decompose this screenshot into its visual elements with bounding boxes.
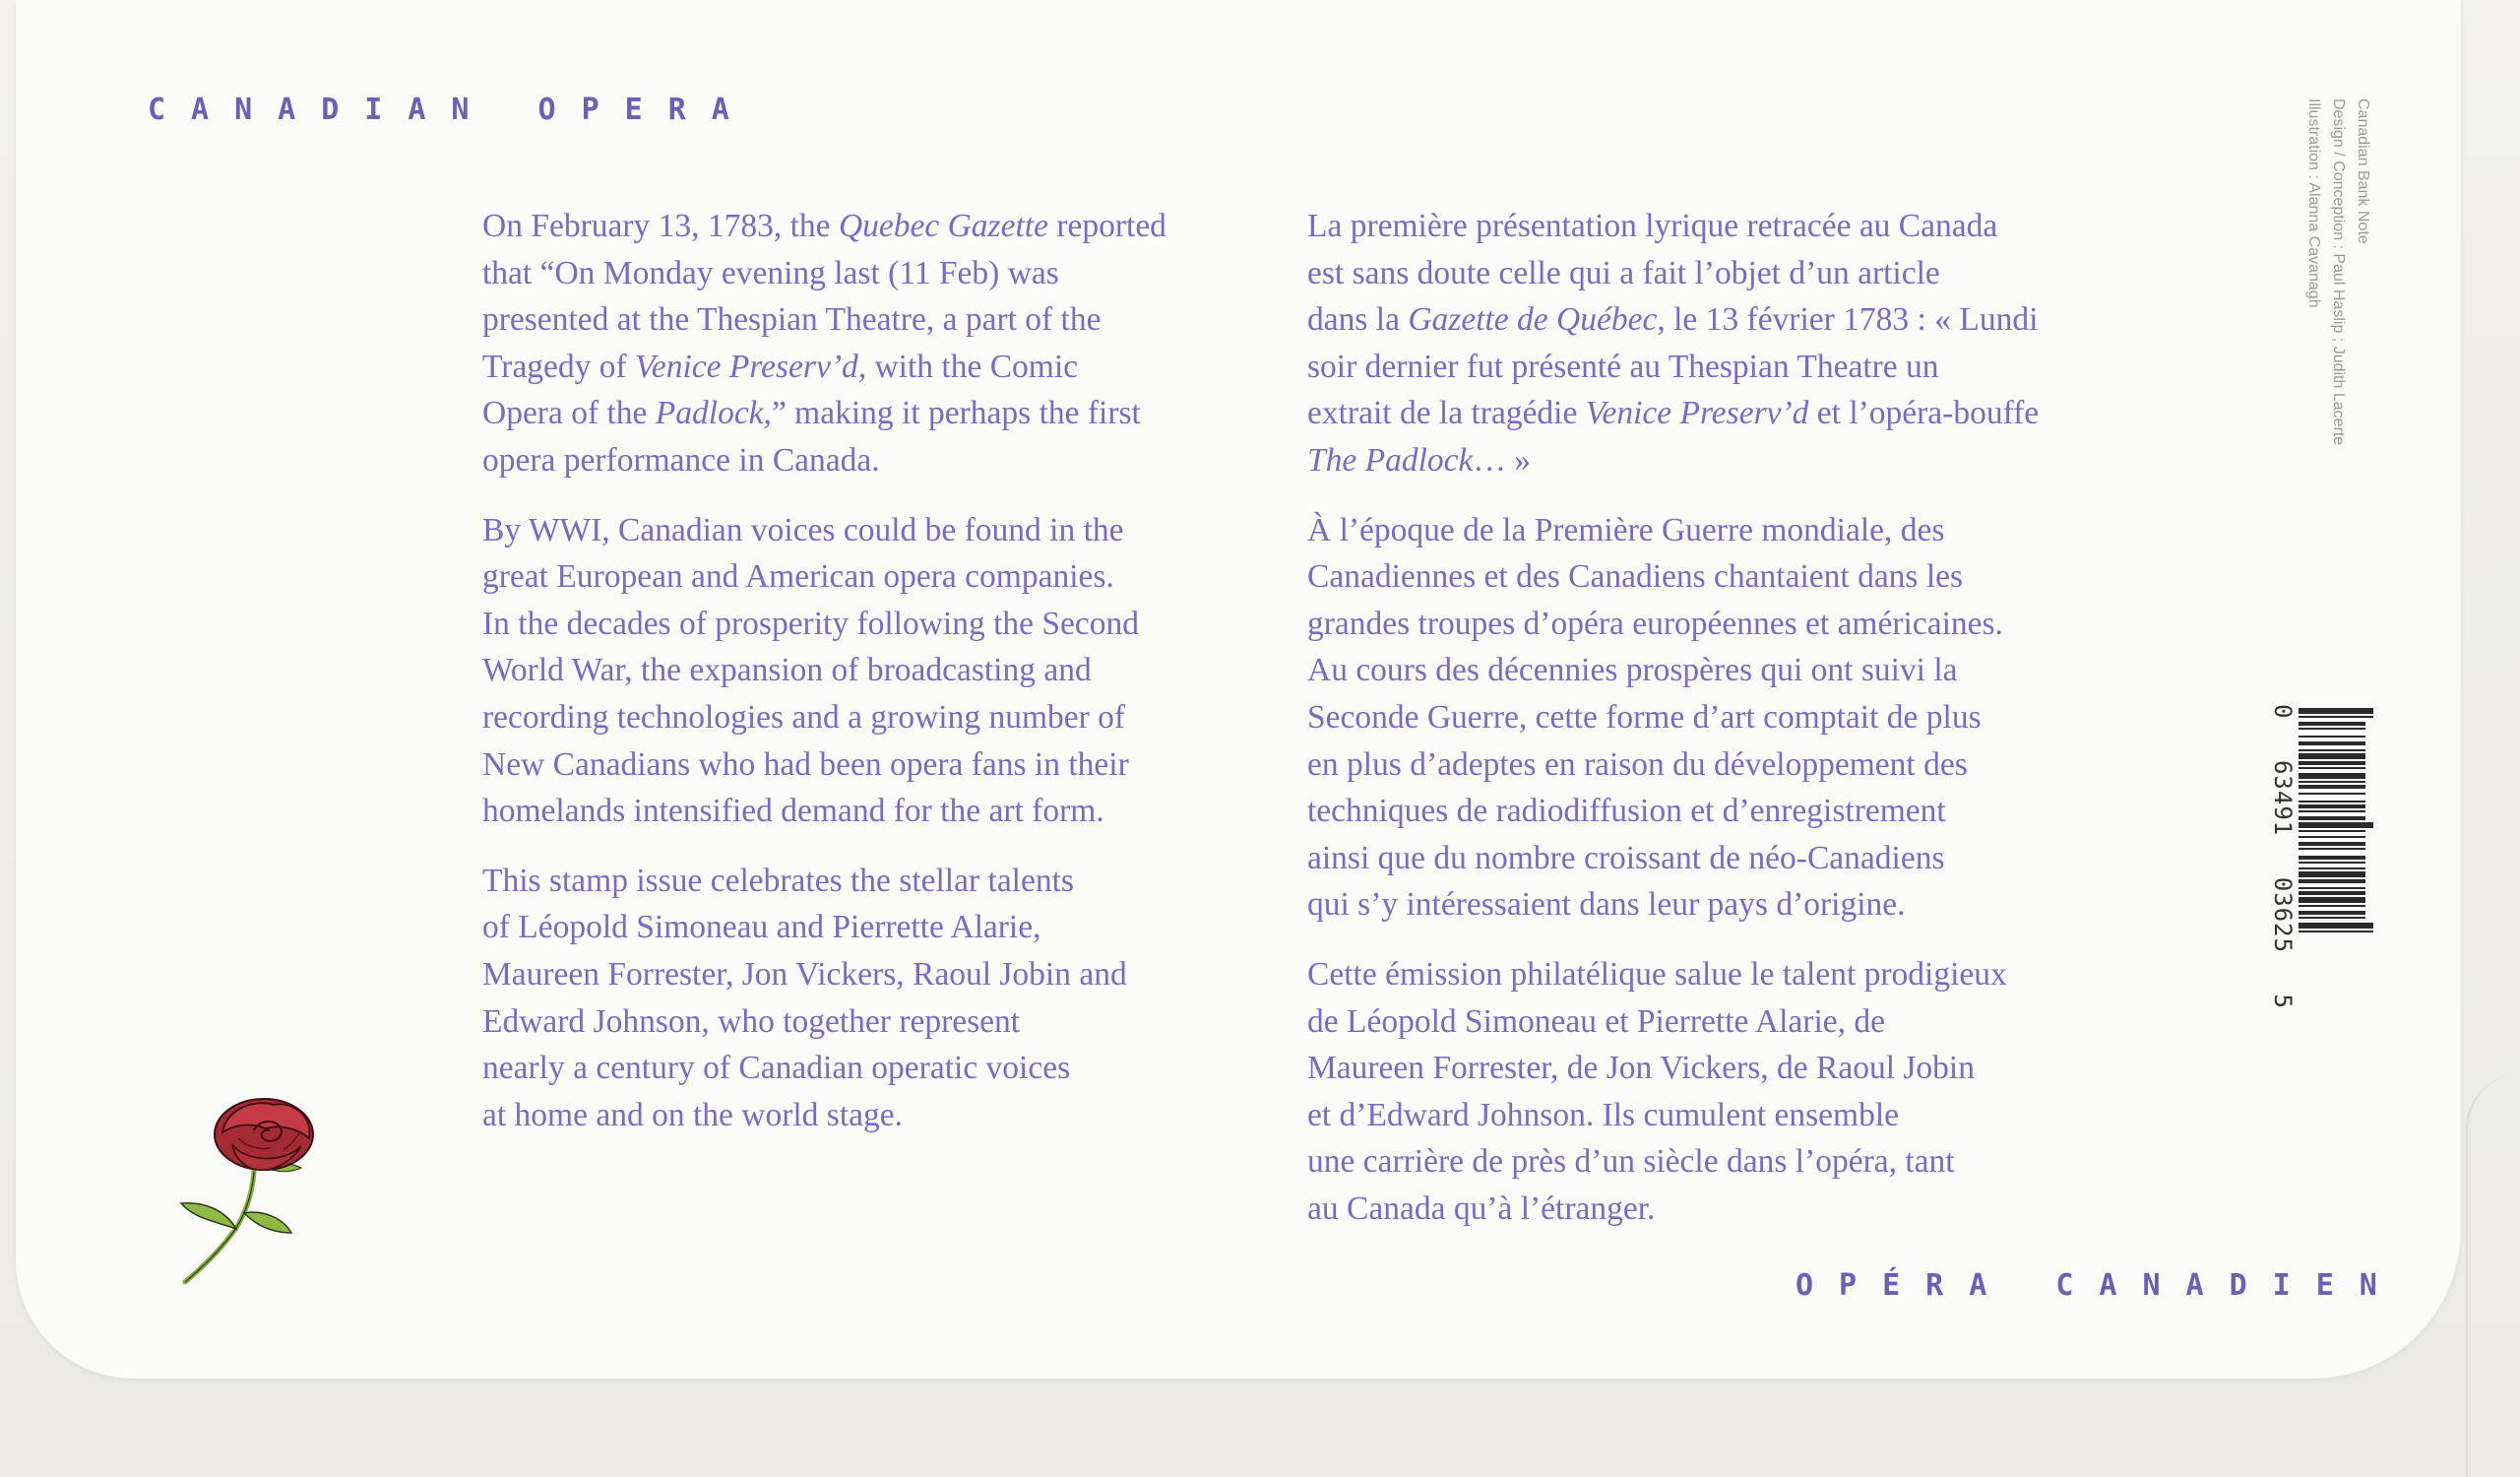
english-paragraph — [482, 858, 1260, 1139]
english-text-line — [482, 507, 1260, 554]
barcode-bar — [2299, 879, 2365, 883]
barcode-bar — [2299, 816, 2365, 820]
barcode-bar — [2299, 842, 2365, 846]
body-text: Edward Johnson, who together represent — [482, 1002, 1021, 1040]
rose-illustration-icon — [175, 1093, 352, 1290]
body-text: New Canadians who had been opera fans in their — [482, 745, 1129, 783]
body-text: at home and on the world stage. — [482, 1096, 904, 1133]
french-text-line — [1307, 835, 2095, 882]
french-paragraph — [1307, 507, 2095, 929]
printing-credits — [2287, 98, 2375, 532]
english-text-line — [482, 788, 1260, 835]
italic-title-text: Quebec Gazette — [838, 208, 1048, 244]
body-text: une carrière de près d’un siècle dans l’opéra, tant — [1307, 1143, 1955, 1181]
body-text: Canadiennes et des Canadiens chantaient dans les — [1307, 558, 1964, 596]
barcode-bar — [2299, 871, 2365, 877]
italic-title-text: Venice Preserv’d — [1585, 395, 1809, 432]
barcode-bar — [2299, 848, 2365, 850]
body-text: soir dernier fut présenté au Thespian Theatre un — [1307, 348, 1939, 385]
body-text: est sans doute celle qui a fait l’objet d’un article — [1307, 254, 1940, 291]
rose-stem — [185, 1172, 254, 1282]
body-text: techniques de radiodiffusion et d’enregistrement — [1307, 793, 1946, 830]
body-text: ” making it perhaps the first — [771, 395, 1141, 432]
barcode-bar — [2299, 781, 2365, 783]
french-text-line — [1307, 951, 2095, 998]
french-text-line — [1307, 998, 2095, 1046]
french-text-line — [1307, 250, 2095, 297]
english-text-line — [482, 951, 1260, 998]
barcode-bar — [2299, 836, 2365, 838]
french-text-line — [1307, 203, 2095, 250]
barcode-bar — [2299, 905, 2365, 907]
rose-stem-outline — [185, 1172, 254, 1282]
french-text-line — [1307, 1092, 2095, 1139]
barcode-bar — [2299, 801, 2365, 803]
body-text: et d’Edward Johnson. Ils cumulent ensemble — [1307, 1096, 1900, 1133]
barcode — [2269, 704, 2377, 1009]
body-text: In the decades of prosperity following the Second — [482, 605, 1140, 642]
french-text-line — [1307, 296, 2095, 344]
french-text-column — [1307, 203, 2095, 1254]
rose-leaf-right — [244, 1212, 291, 1233]
body-text: Tragedy of — [482, 348, 636, 385]
body-text: … » — [1473, 441, 1532, 479]
barcode-bar — [2299, 741, 2365, 745]
body-text: qui s’y intéressaient dans leur pays d’origine. — [1307, 886, 1906, 924]
barcode-digit-group: 0 — [2269, 704, 2297, 720]
body-text: great European and American opera companies. — [482, 558, 1114, 596]
barcode-bar — [2299, 931, 2373, 932]
body-text: reported — [1047, 208, 1166, 244]
body-text: au Canada qu’à l’étranger. — [1307, 1189, 1656, 1227]
body-text: dans la — [1307, 301, 1409, 339]
french-text-line — [1307, 601, 2095, 648]
body-text: opera performance in Canada. — [482, 441, 880, 479]
barcode-bar — [2299, 749, 2365, 751]
body-text: ainsi que du nombre croissant de néo-Canadiens — [1307, 839, 1945, 876]
rose-leaf-left — [181, 1203, 236, 1229]
body-text: , le 13 février 1783 : « Lundi — [1657, 301, 2039, 339]
french-text-line — [1307, 507, 2095, 554]
english-text-line — [482, 250, 1260, 297]
italic-title-text: The Padlock — [1307, 441, 1474, 479]
french-text-line — [1307, 788, 2095, 835]
italic-title-text: Venice Preserv’d, — [635, 348, 867, 385]
french-text-line — [1307, 1138, 2095, 1186]
body-text: of Léopold Simoneau and Pierrette Alarie, — [482, 909, 1041, 946]
barcode-bars — [2299, 704, 2373, 1009]
english-text-line — [482, 344, 1260, 391]
french-text-line — [1307, 344, 2095, 391]
body-text: Seconde Guerre, cette forme d’art comptait de plus — [1307, 698, 1982, 736]
barcode-bar — [2299, 736, 2365, 738]
credit-printer: Canadian Bank Note — [2355, 98, 2371, 244]
barcode-bar — [2299, 887, 2365, 889]
barcode-digit-group: 03625 — [2269, 876, 2297, 954]
body-text: extrait de la tragédie — [1307, 395, 1586, 432]
body-text: By WWI, Canadian voices could be found in the — [482, 511, 1124, 548]
barcode-bar — [2299, 716, 2373, 718]
italic-title-text: Padlock, — [655, 395, 772, 432]
french-text-line — [1307, 881, 2095, 929]
credit-design: Design / Conception : Paul Haslip ; Judith Lacerte — [2330, 98, 2347, 446]
french-paragraph — [1307, 951, 2095, 1233]
french-text-line — [1307, 741, 2095, 789]
barcode-bar — [2299, 767, 2365, 769]
body-text: World War, the expansion of broadcasting and — [482, 652, 1092, 689]
credit-illustration: Illustration : Alanna Cavanagh — [2305, 98, 2322, 308]
body-text: grandes troupes d’opéra européennes et américaines. — [1307, 605, 2003, 642]
envelope-flap-edge — [2466, 1073, 2520, 1477]
french-paragraph — [1307, 203, 2095, 484]
barcode-bar — [2299, 810, 2365, 812]
barcode-bar — [2299, 923, 2373, 929]
barcode-bar — [2299, 761, 2365, 765]
barcode-bar — [2299, 708, 2373, 714]
body-text: Cette émission philatélique salue le talent prodigieux — [1307, 955, 2007, 993]
body-text: On February 13, 1783, the — [482, 208, 839, 244]
barcode-bar — [2299, 867, 2365, 869]
body-text: Maureen Forrester, de Jon Vickers, de Raoul Jobin — [1307, 1050, 1975, 1087]
english-text-line — [482, 1092, 1260, 1139]
english-text-line — [482, 647, 1260, 694]
english-paragraph — [482, 507, 1260, 835]
heading-canadian-opera: CANADIAN OPERA — [148, 93, 755, 127]
body-text: À l’époque de la Première Guerre mondiale, des — [1307, 511, 1945, 548]
body-text: recording technologies and a growing number of — [482, 698, 1126, 736]
barcode-bar — [2299, 722, 2365, 726]
barcode-bar — [2299, 830, 2365, 832]
heading-opera-canadien: OPÉRA CANADIEN — [1796, 1268, 2403, 1303]
english-text-line — [482, 741, 1260, 789]
english-text-line — [482, 858, 1260, 905]
barcode-digit-group: 63491 — [2269, 759, 2297, 837]
french-text-line — [1307, 1186, 2095, 1233]
barcode-bar — [2299, 822, 2373, 828]
english-text-line — [482, 437, 1260, 484]
barcode-bar — [2299, 917, 2365, 919]
english-text-line — [482, 998, 1260, 1046]
barcode-bar — [2299, 793, 2365, 795]
barcode-bar — [2299, 856, 2365, 860]
barcode-bar — [2299, 862, 2365, 864]
barcode-bar — [2299, 773, 2365, 779]
english-text-line — [482, 904, 1260, 951]
english-text-line — [482, 296, 1260, 344]
barcode-digits — [2269, 704, 2297, 1009]
english-text-line — [482, 1045, 1260, 1092]
english-text-line — [482, 553, 1260, 601]
french-text-line — [1307, 694, 2095, 741]
french-text-line — [1307, 553, 2095, 601]
english-text-line — [482, 601, 1260, 648]
body-text: Opera of the — [482, 395, 656, 432]
body-text: that “On Monday evening last (11 Feb) was — [482, 254, 1059, 291]
english-text-column — [482, 203, 1260, 1161]
english-paragraph — [482, 203, 1260, 484]
body-text: nearly a century of Canadian operatic voices — [482, 1050, 1071, 1087]
french-text-line — [1307, 1045, 2095, 1092]
body-text: This stamp issue celebrates the stellar talents — [482, 862, 1074, 899]
barcode-bar — [2299, 804, 2365, 808]
body-text: La première présentation lyrique retracée au Canada — [1307, 208, 1998, 244]
body-text: en plus d’adeptes en raison du développement des — [1307, 745, 1968, 783]
barcode-bar — [2299, 897, 2365, 903]
body-text: Maureen Forrester, Jon Vickers, Raoul Jobin and — [482, 955, 1127, 993]
barcode-bar — [2299, 891, 2365, 895]
body-text: et l’opéra-bouffe — [1808, 395, 2040, 432]
barcode-bar — [2299, 753, 2365, 759]
barcode-bar — [2299, 911, 2365, 915]
body-text: de Léopold Simoneau et Pierrette Alarie, de — [1307, 1002, 1885, 1040]
body-text: Au cours des décennies prospères qui ont suivi la — [1307, 652, 1958, 689]
body-text: presented at the Thespian Theatre, a part of the — [482, 301, 1102, 339]
barcode-bar — [2299, 728, 2365, 730]
body-text: homelands intensified demand for the art form. — [482, 793, 1104, 830]
barcode-bar — [2299, 785, 2365, 789]
italic-title-text: Gazette de Québec — [1408, 301, 1658, 339]
body-text: with the Comic — [866, 348, 1079, 385]
english-text-line — [482, 203, 1260, 250]
french-text-line — [1307, 437, 2095, 484]
french-text-line — [1307, 390, 2095, 437]
french-text-line — [1307, 647, 2095, 694]
english-text-line — [482, 390, 1260, 437]
english-text-line — [482, 694, 1260, 741]
barcode-digit-group: 5 — [2269, 994, 2297, 1009]
